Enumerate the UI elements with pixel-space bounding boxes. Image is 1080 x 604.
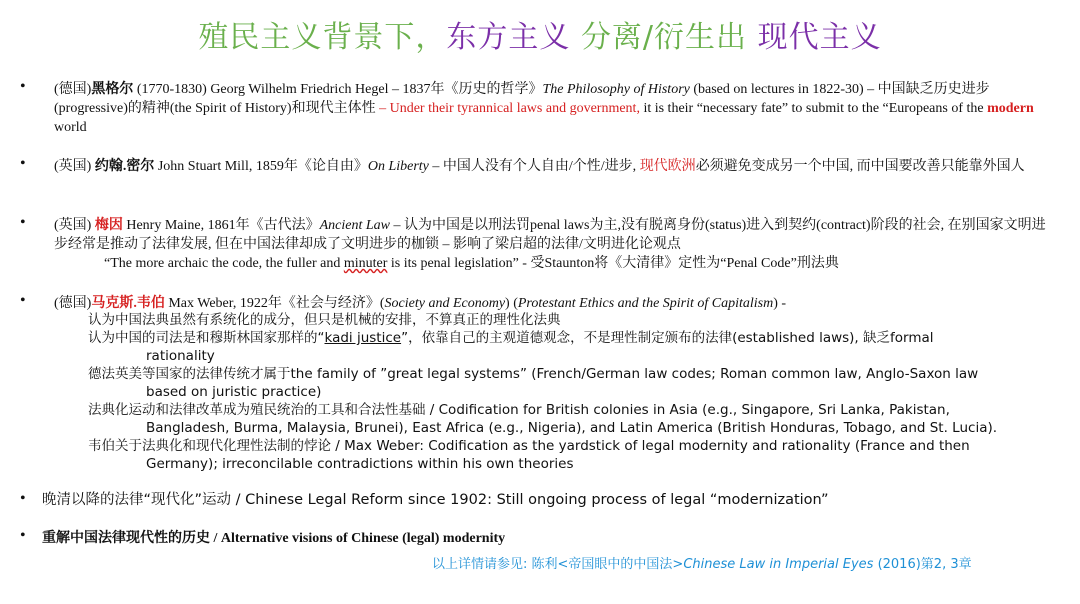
book-title: Ancient Law [319,218,390,233]
bullet-hegel: (德国)黑格尔 (1770-1830) Georg Wilhelm Friedrich Hegel – 1837年《历史的哲学》The Philosophy of History (based on lectures in 1822-30) – 中国缺乏历史进步(progressive)的精神(the Spirit of History)和现代主体性 – Under their tyrannical laws and government, it is their “necessary fate” to submit to the “Europeans of the modern world [54,82,1034,135]
name-weber: 马克斯.韦伯 [91,296,165,311]
book-title: The Philosophy of History [542,82,690,97]
bullet-marker: • [20,527,26,544]
modern-emphasis: modern [987,101,1034,116]
book-title: On Liberty [367,159,429,174]
bullet-weber: (德国)马克斯.韦伯 Max Weber, 1922年《社会与经济》(Society and Economy) (Protestant Ethics and the Spirit of Capitalism) - [54,296,787,311]
book-title-2: Protestant Ethics and the Spirit of Capitalism [517,296,774,311]
book-title: Society and Economy [384,296,506,311]
bullet-marker: • [20,214,26,231]
weber-sub-4: 法典化运动和法律改革成为殖民统治的工具和合法性基础 / Codification for British colonies in Asia (e.g., Singapore, Sri Lanka, Pakistan, Bangladesh, Burma, Malaysia, Brunei), East Africa (e.g., Nigeria), and Latin America (British Honduras, Tobago, and St. Lucia). [88,402,998,436]
weber-sub-5: 韦伯关于法典化和现代化理性法制的悖论 / Max Weber: Codification as the yardstick of legal modernity and rationality (France and then Germany); irreconcilable contradictions within his own theories [88,438,970,472]
minuter-word: minuter [343,256,388,271]
bullet-marker: • [20,292,26,309]
name-hegel: 黑格尔 [91,82,134,97]
reference-note: 以上详情请参见: 陈利<帝国眼中的中国法>Chinese Law in Imperial Eyes (2016)第2, 3章 [432,557,972,572]
bullet-alternative-visions: 重解中国法律现代性的历史 / Alternative visions of Chinese (legal) modernity [42,531,506,546]
maine-quote: “The more archaic the code, the fuller and minuter is its penal legislation” - 受Staunton将《大清律》定性为“Penal Code”刑法典 [104,256,839,271]
bullet-marker: • [20,155,26,172]
red-quote: – Under their tyrannical laws and government, [379,101,640,116]
weber-sub-2: 认为中国的司法是和穆斯林国家那样的“kadi justice”，依靠自己的主观道德观念，不是理性制定颁布的法律(established laws), 缺乏formal rationality [88,330,934,364]
name-mill: 约翰.密尔 [94,159,155,174]
bullet-mill: (英国) 约翰.密尔 John Stuart Mill, 1859年《论自由》On Liberty – 中国人没有个人自由/个性/进步, 现代欧洲必须避免变成另一个中国, 而中国要改善只能靠外国人 [54,159,1025,174]
title-part-4: 现代主义 [757,20,882,55]
bullet-maine: (英国) 梅因 Henry Maine, 1861年《古代法》Ancient Law – 认为中国是以刑法罚penal laws为主,没有脱离身份(status)进入到契约(contract)阶段的社会, 在别国家文明进步经常是推动了法律发展, 但在中国法律却成了文明进步的枷锁 – 影响了梁启超的法律/文明进化论观点 [54,218,1046,252]
reference-book: Chinese Law in Imperial Eyes [683,557,874,572]
kadi-justice: kadi justice [324,330,402,346]
title-part-1: 殖民主义背景下， [198,20,447,55]
red-text: 现代欧洲 [639,159,696,174]
bullet-marker: • [20,490,26,507]
name-maine: 梅因 [94,218,123,233]
title-part-3: 分离/衍生出 [580,20,748,55]
bullet-legal-reform: 晚清以降的法律“现代化”运动 / Chinese Legal Reform since 1902: Still ongoing process of legal “modernization” [42,492,829,508]
slide-title [0,12,1080,56]
title-part-2: 东方主义 [446,20,571,55]
weber-sub-3: 德法英美等国家的法律传统才属于the family of ”great legal systems” (French/German law codes; Roman common law, Anglo-Saxon law based on juristic practice) [88,366,979,400]
weber-sub-1: 认为中国法典虽然有系统化的成分，但只是机械的安排，不算真正的理性化法典 [88,312,561,328]
bullet-marker: • [20,78,26,95]
